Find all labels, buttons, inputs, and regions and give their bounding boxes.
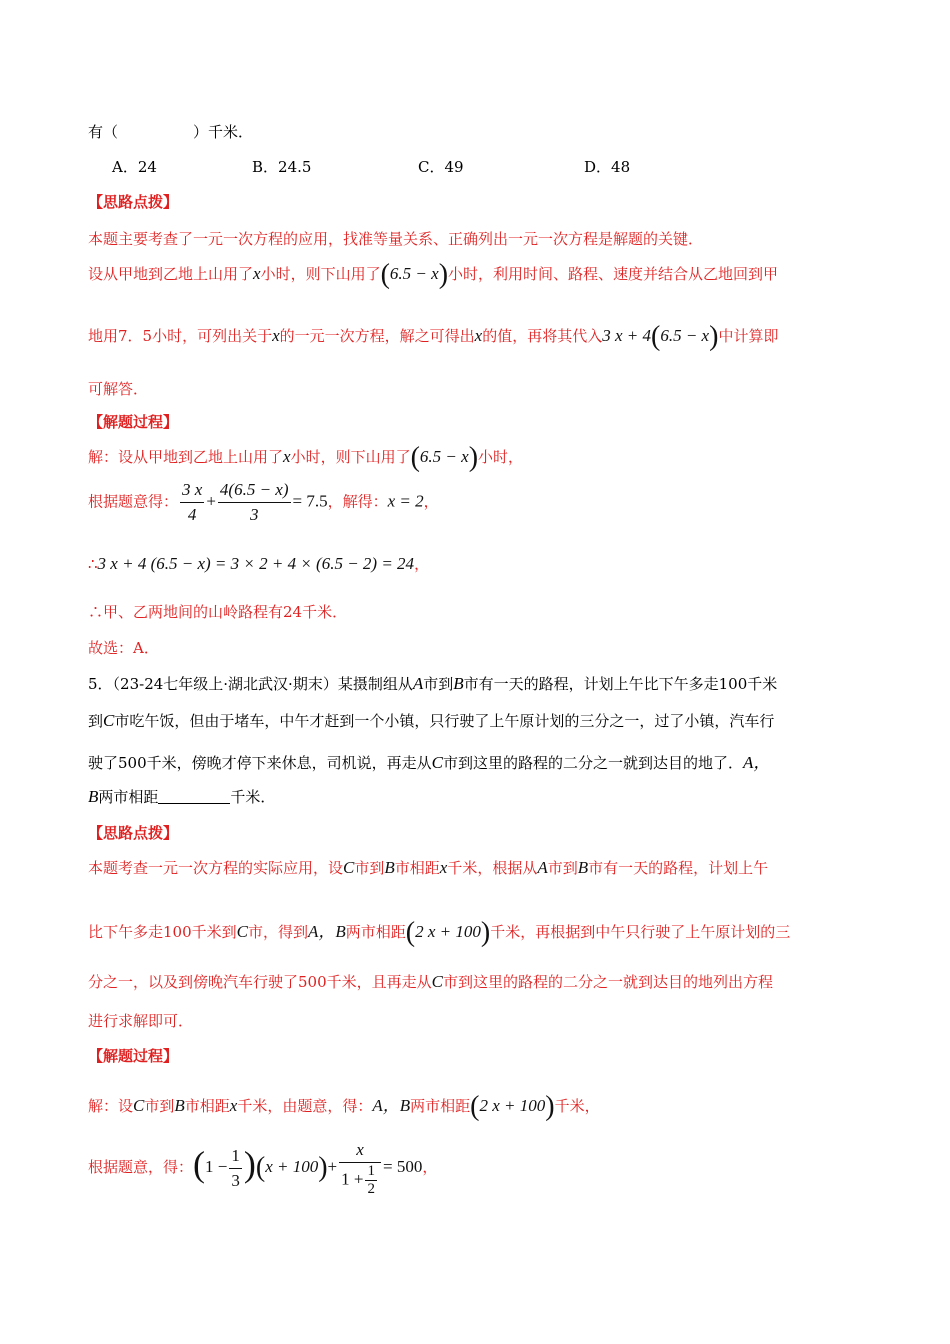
q4-hint-line-2: 设从甲地到乙地上山用了x小时，则下山用了(6.5 − x)小时，利用时间、路程、速度并结合从乙地回到甲 [88, 259, 779, 290]
q4-hint-title: 【思路点拨】 [88, 193, 179, 211]
q4-hint-line-3: 地用7．5小时，可列出关于x的一元一次方程，解之可得出x的值，再将其代入3 x + 4(6.5 − x)中计算即 [88, 321, 779, 352]
q4-sol-line-2: 根据题意得： $\frac{3 x}{4}$ + $\frac{4(6.5 - x)}{3}$ = 7.5，解得：x = 2， [88, 478, 439, 527]
fraction-1-over-3: $\frac{1}{3}$ [231, 1145, 240, 1190]
q4-hint-line-4: 可解答． [88, 380, 149, 398]
q5-sol-line-1: 解：设C市到B市相距x千米，由题意，得：A，B两市相距(2 x + 100)千米， [88, 1091, 600, 1122]
q5-hint-line-1: 本题考查一元一次方程的实际应用，设C市到B市相距x千米，根据从A市到B市有一天的路程，计划上午 [88, 858, 769, 877]
fraction-x-over-1-plus-half: x 1 + $\frac{1}{2}$ [339, 1138, 381, 1198]
q4-sol-line-1: 解：设从甲地到乙地上山用了x小时，则下山用了(6.5 − x)小时， [88, 442, 524, 473]
q5-sol-line-2: 根据题意，得：(1 − $\frac{1}{3}$ )(x + 100)+ x 1 + $\frac{1}{2}$ = 500， [88, 1140, 438, 1197]
q5-hint-line-4: 进行求解即可． [88, 1012, 194, 1030]
q5-hint-line-2: 比下午多走100千米到C市，得到A，B两市相距(2 x + 100)千米，再根据到中午只行驶了上午原计划的三 [88, 917, 791, 948]
q5-hint-title: 【思路点拨】 [88, 824, 179, 842]
option-d: D．48 [584, 158, 631, 176]
fraction-3x-over-4: $\frac{3 x}{4}$ [182, 480, 203, 524]
fraction-1-over-2: $\frac{1}{2}$ [367, 1163, 375, 1197]
fraction-4-65x-over-3: $\frac{4(6.5 - x)}{3}$ [219, 480, 289, 524]
q5-stem-line-3: 驶了500千米，傍晚才停下来休息，司机说，再走从C市到这里的路程的二分之一就到达目的地了．A， [88, 753, 771, 772]
q4-sol-line-5: 故选：A． [88, 639, 159, 657]
q4-stem-tail: 有（ ）千米． [88, 123, 254, 141]
q4-hint-line-1: 本题主要考查了一元一次方程的应用，找准等量关系、正确列出一元一次方程是解题的关键． [88, 230, 704, 248]
q5-stem-line-4: B两市相距 千米． [88, 787, 276, 806]
option-b: B．24.5 [252, 158, 312, 176]
q5-stem-line-2: 到C市吃午饭，但由于堵车，中午才赶到一个小镇，只行驶了上午原计划的三分之一，过了小镇，汽车行 [88, 711, 775, 730]
q4-solution-title: 【解题过程】 [88, 413, 179, 431]
q4-sol-line-3: ∴3 x + 4 (6.5 − x) = 3 × 2 + 4 × (6.5 − 2) = 24， [88, 554, 430, 573]
q5-hint-line-3: 分之一，以及到傍晚汽车行驶了500千米，且再走从C市到这里的路程的二分之一就到达目的地列出方程 [88, 972, 773, 991]
q4-sol-line-4: ∴甲、乙两地间的山岭路程有24千米． [88, 603, 348, 621]
option-a: A．24 [112, 158, 157, 176]
equation-500: (1 − $\frac{1}{3}$ )(x + 100)+ x 1 + $\frac{1}{2}$ = 500 [193, 1140, 423, 1197]
option-c: C．49 [418, 158, 464, 176]
q5-stem-line-1: 5．（23-24七年级上·湖北武汉·期末）某摄制组从A市到B市有一天的路程，计划上午比下午多走100千米 [88, 674, 778, 693]
answer-blank[interactable] [158, 803, 230, 804]
q5-solution-title: 【解题过程】 [88, 1047, 179, 1065]
